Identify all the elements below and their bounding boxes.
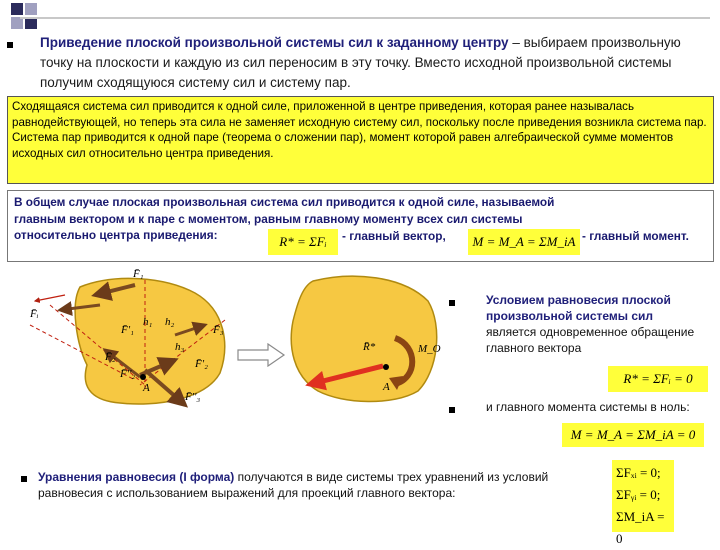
label-A-right: A: [383, 381, 390, 393]
title-bold: Приведение плоской произвольной системы сил к заданному центру: [40, 35, 509, 50]
general-line-1: В общем случае плоская произвольная система сил приводится к одной силе, называемой: [14, 195, 555, 209]
equation-y: ΣFᵧᵢ = 0;: [616, 487, 661, 502]
vector-zero-formula: R* = ΣFᵢ = 0: [608, 366, 708, 392]
main-moment-formula: M = M_A = ΣM_iA: [468, 229, 580, 255]
main-moment-label: - главный момент.: [582, 229, 689, 243]
label-F1p: F̄'₁: [121, 324, 134, 336]
label-F3: F̄₃: [213, 324, 224, 336]
equations-text: [38, 469, 598, 501]
label-Fi: F̄ᵢ: [30, 308, 39, 320]
label-h2: h₂: [165, 316, 175, 328]
label-h1: h₁: [143, 316, 153, 328]
general-case-box: [7, 190, 714, 262]
label-h3: h₃: [175, 341, 185, 353]
converging-system-box: [7, 96, 714, 184]
header-rule: [20, 17, 710, 19]
transform-arrow: [236, 343, 286, 367]
main-vector-formula: R* = ΣFᵢ: [268, 229, 338, 255]
title-bullet: [7, 42, 13, 48]
converging-system-text: Сходящаяся система сил приводится к одной силе, приложенной в центре приведения, которая ранее называлась равнодействующей, но теперь эта сила не заменяет исходную систему сил, поскольку после приведения возникла система пар. Система пар приводится к одной паре (теорема о сложении пар), момент которой равен алгебраической сумме моментов исходных сил относительно центра приведения.: [12, 100, 707, 160]
moment-zero-text: и главного момента системы в ноль:: [486, 400, 690, 414]
title-rest: – выбираем произвольную точку на плоскости и каждую из сил переносим в эту точку. Вместо исходной произвольной системы получим сходящуюся систему сил и систему пар.: [40, 35, 681, 90]
condition-bold: Условием равновесия плоской произвольной системы сил: [486, 293, 671, 323]
title-paragraph: [40, 33, 710, 93]
main-vector-label: - главный вектор,: [342, 229, 446, 243]
label-F2: F̄₂: [105, 351, 116, 363]
condition-bullet: [449, 300, 455, 306]
label-F1: F̄₁: [133, 268, 144, 280]
label-F3pp: F̄''₃: [185, 391, 201, 403]
decor-square-1: [11, 3, 23, 15]
label-A-left: A: [143, 382, 150, 394]
equations-rest: получаются в виде системы трех уравнений из условий равновесия с использованием выражений для проекций главного вектора:: [38, 470, 549, 500]
moment-bullet: [449, 407, 455, 413]
condition-rest: является одновременное обращение главного вектора: [486, 325, 695, 355]
label-F2p: F̄'₂: [195, 358, 208, 370]
moment-zero-formula: M = M_A = ΣM_iA = 0: [562, 423, 704, 447]
label-MO: M_O: [418, 343, 441, 355]
equilibrium-condition-text: [486, 292, 701, 356]
label-F2pp: F̄''₂: [120, 368, 136, 380]
general-line-2: главным вектором и к паре с моментом, равным главному моменту всех сил системы: [14, 211, 523, 226]
force-system-diagram: [25, 265, 240, 415]
label-R: R̄*: [363, 341, 376, 353]
equations-bold: Уравнения равновесия (I форма): [38, 470, 235, 484]
equations-bullet: [21, 476, 27, 482]
general-line-3: относительно центра приведения:: [14, 228, 218, 242]
decor-square-2: [25, 3, 37, 15]
body-shape-left: [75, 278, 225, 404]
equilibrium-equations: [612, 460, 674, 546]
reduced-system-diagram: [283, 266, 443, 406]
equation-x: ΣFₓᵢ = 0;: [616, 465, 661, 480]
equation-moment: ΣM_iA = 0: [616, 509, 665, 546]
